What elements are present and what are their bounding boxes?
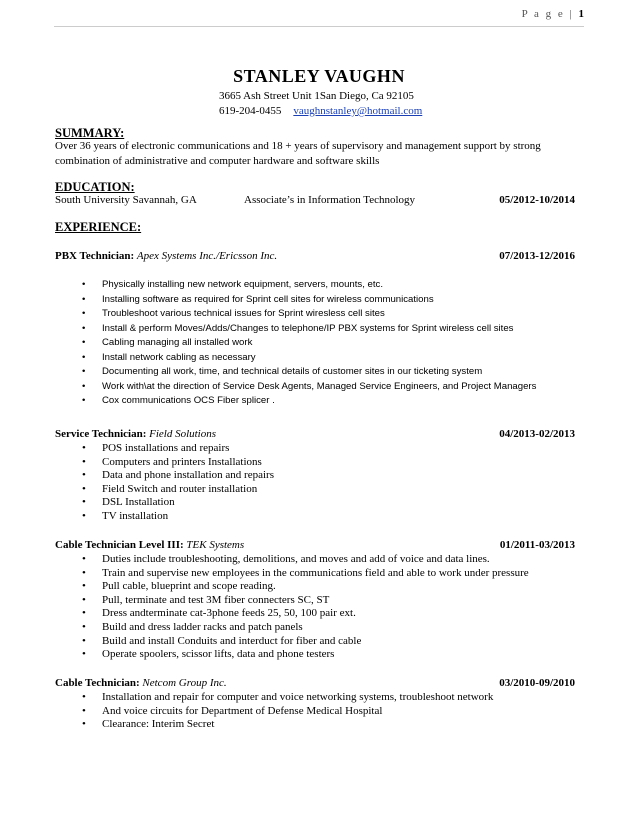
job-title: Cable Technician Level III: <box>55 539 184 551</box>
school: South University Savannah, GA <box>55 194 197 206</box>
phone: 619-204-0455 <box>219 105 282 117</box>
job-dates: 04/2013-02/2013 <box>499 428 575 440</box>
list-item: • Installation and repair for computer and voice networking systems, troubleshoot network <box>74 691 493 705</box>
job-header <box>55 539 575 551</box>
list-item: • Train and supervise new employees in the communications field and able to work under pressure <box>74 567 529 581</box>
list-item: • And voice circuits for Department of Defense Medical Hospital <box>74 705 493 719</box>
list-item: • Installing software as required for Sprint cell sites for wireless communications <box>74 293 536 308</box>
list-item: • Computers and printers Installations <box>74 456 274 470</box>
degree: Associate’s in Information Technology <box>244 194 416 206</box>
list-item: • Physically installing new network equipment, servers, mounts, etc. <box>74 278 536 293</box>
job-company: TEK Systems <box>186 539 245 551</box>
list-item: • Dress andterminate cat-3phone feeds 25, 50, 100 pair ext. <box>74 607 529 621</box>
list-item: • Operate spoolers, scissor lifts, data and phone testers <box>74 648 529 662</box>
job-header <box>55 250 575 262</box>
list-item: • Build and dress ladder racks and patch panels <box>74 621 529 635</box>
list-item: • Pull cable, blueprint and scope reading. <box>74 580 529 594</box>
job-duties-list <box>74 278 536 409</box>
list-item: • Work with\at the direction of Service Desk Agents, Managed Service Engineers, and Project Managers <box>74 380 536 395</box>
job-duties-list <box>74 691 493 732</box>
list-item: • POS installations and repairs <box>74 442 274 456</box>
job-company: Netcom Group Inc. <box>142 677 227 689</box>
list-item: • Data and phone installation and repairs <box>74 469 274 483</box>
list-item: • TV installation <box>74 510 274 524</box>
header-divider <box>54 26 584 27</box>
job-duties-list <box>74 442 274 524</box>
list-item: • Troubleshoot various technical issues for Sprint wiresless cell sites <box>74 307 536 322</box>
job-title: PBX Technician: <box>55 250 135 262</box>
list-item: • Clearance: Interim Secret <box>74 718 493 732</box>
education-dates: 05/2012-10/2014 <box>499 194 575 206</box>
summary-heading: SUMMARY: <box>55 126 125 140</box>
list-item: • Install & perform Moves/Adds/Changes to telephone/IP PBX systems for Sprint wireless cell sites <box>74 322 536 337</box>
job-header <box>55 677 575 689</box>
job-company: Apex Systems Inc./Ericsson Inc. <box>136 250 278 262</box>
job-dates: 01/2011-03/2013 <box>499 539 575 551</box>
job-duties-list <box>74 553 529 662</box>
job-header <box>55 428 575 440</box>
list-item: • DSL Installation <box>74 496 274 510</box>
education-row <box>55 194 575 206</box>
list-item: • Field Switch and router installation <box>74 483 274 497</box>
address: 3665 Ash Street Unit 1San Diego, Ca 92105 <box>219 90 414 102</box>
list-item: • Pull, terminate and test 3M fiber connecters SC, ST <box>74 594 529 608</box>
list-item: • Cabling managing all installed work <box>74 336 536 351</box>
job-title: Cable Technician: <box>55 677 140 689</box>
email-link[interactable]: vaughnstanley@hotmail.com <box>293 105 423 117</box>
experience-heading: EXPERIENCE: <box>55 220 142 234</box>
job-company: Field Solutions <box>149 428 217 440</box>
job-title: Service Technician: <box>55 428 147 440</box>
summary-text: Over 36 years of electronic communications and 18 + years of supervisory and management support by strong combination of administrative and computer hardware and software skills <box>55 140 541 167</box>
list-item: • Documenting all work, time, and technical details of customer sites in our ticketing system <box>74 365 536 380</box>
contact-line <box>219 105 422 117</box>
education-heading: EDUCATION: <box>55 180 135 194</box>
list-item: • Duties include troubleshooting, demolitions, and moves and add of voice and data lines. <box>74 553 529 567</box>
page-number: P a g e | 1 <box>521 8 584 20</box>
list-item: • Build and install Conduits and interduct for fiber and cable <box>74 635 529 649</box>
list-item: • Cox communications OCS Fiber splicer . <box>74 394 536 409</box>
job-dates: 07/2013-12/2016 <box>499 250 575 262</box>
job-dates: 03/2010-09/2010 <box>499 677 575 689</box>
list-item: • Install network cabling as necessary <box>74 351 536 366</box>
candidate-name: STANLEY VAUGHN <box>233 66 405 86</box>
